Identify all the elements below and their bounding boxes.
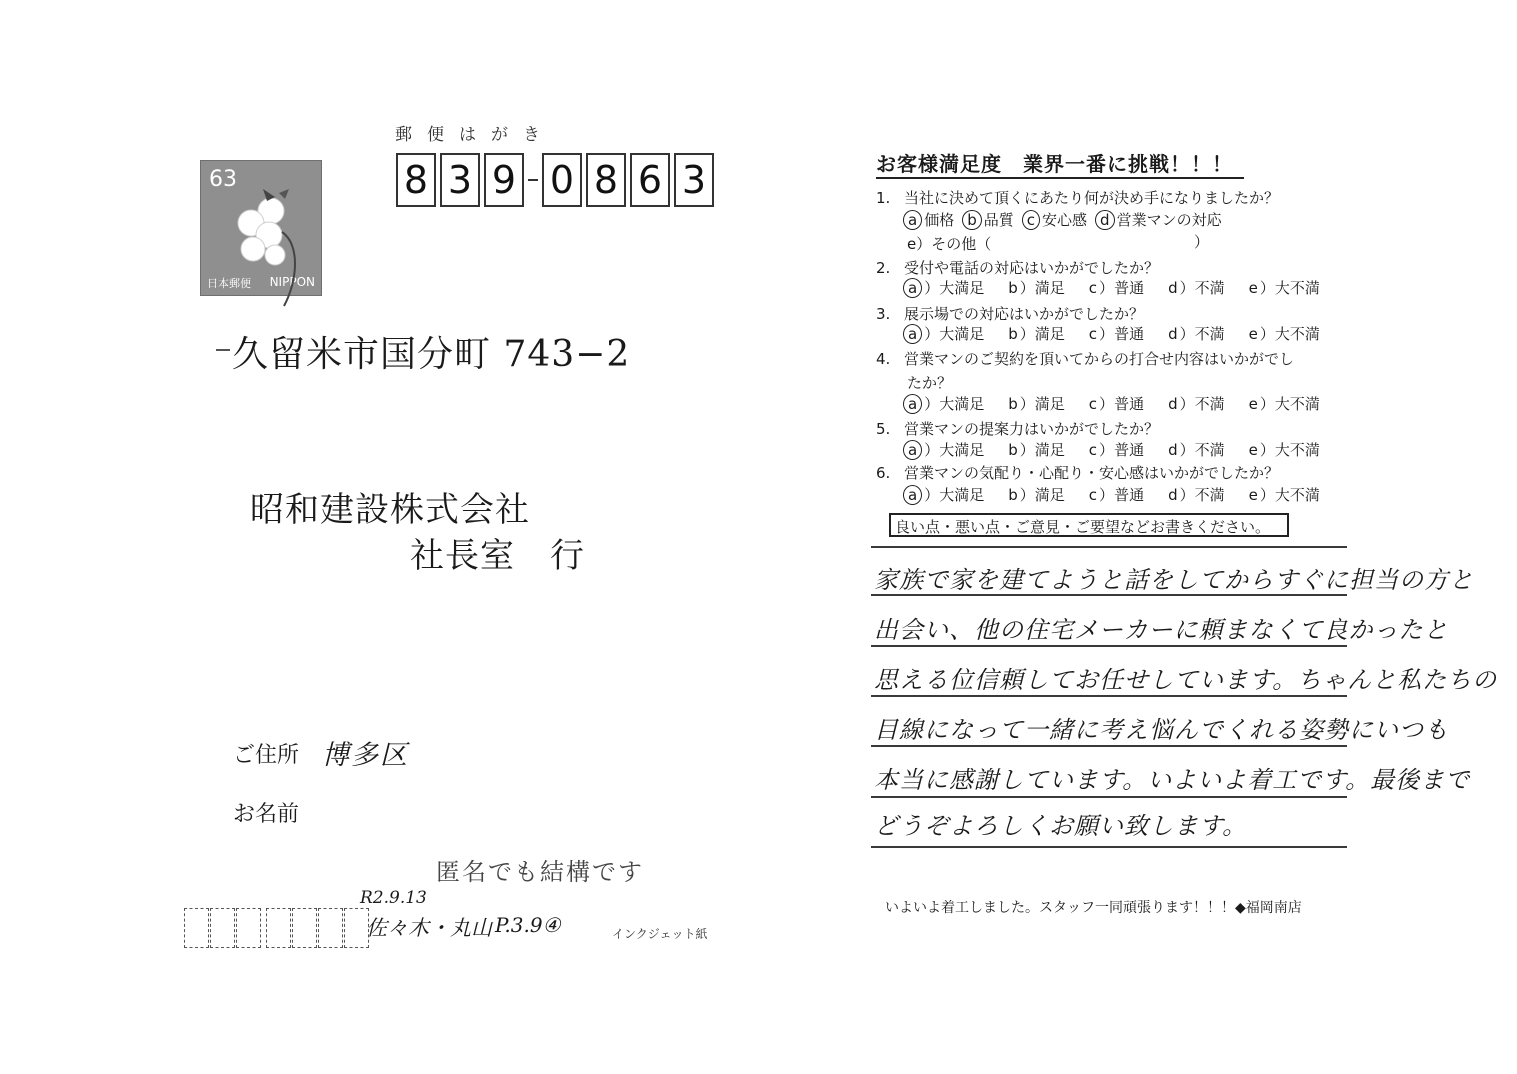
choice-letter: c bbox=[1022, 210, 1040, 230]
rating-paren: ） bbox=[1019, 441, 1035, 459]
question-number: 3. bbox=[876, 305, 891, 323]
rating-paren: ） bbox=[1019, 395, 1035, 413]
q2-rating bbox=[903, 277, 1342, 298]
rating-letter: e bbox=[1248, 279, 1258, 297]
rating-option bbox=[1166, 323, 1225, 344]
zip-digit: 3 bbox=[674, 153, 714, 207]
q3-rating bbox=[903, 323, 1342, 344]
rating-paren: ） bbox=[1259, 325, 1275, 343]
choice-option bbox=[962, 209, 1014, 230]
q4-rating bbox=[903, 393, 1342, 414]
choice-option bbox=[903, 209, 954, 230]
choice-letter: d bbox=[1095, 210, 1115, 230]
rating-label: 普通 bbox=[1114, 279, 1145, 297]
stamp-text: 日本郵便 bbox=[207, 277, 251, 290]
rating-paren: ） bbox=[924, 395, 940, 413]
rating-letter: e bbox=[1248, 441, 1258, 459]
rating-option bbox=[1006, 393, 1065, 414]
zip-code bbox=[396, 153, 718, 207]
rating-option bbox=[1006, 277, 1065, 298]
rating-label: 大満足 bbox=[939, 325, 985, 343]
sender-address-label: ご住所 bbox=[233, 743, 300, 768]
stamp-value: 63 bbox=[209, 167, 237, 192]
rating-label: 大不満 bbox=[1274, 395, 1320, 413]
rating-label: 普通 bbox=[1114, 441, 1145, 459]
rating-letter: b bbox=[1008, 441, 1018, 459]
comment-handwriting: 本当に感謝しています。いよいよ着工です。最後まで bbox=[874, 766, 1471, 794]
rating-paren: ） bbox=[1099, 279, 1115, 297]
question-text: 受付や電話の対応はいかがでしたか？ bbox=[904, 259, 1160, 277]
rating-label: 満足 bbox=[1034, 441, 1065, 459]
rating-paren: ） bbox=[1099, 395, 1115, 413]
ruled-line bbox=[871, 796, 1347, 798]
comment-handwriting: 出会い、他の住宅メーカーに頼まなくて良かったと bbox=[874, 616, 1449, 644]
rating-paren: ） bbox=[1179, 395, 1195, 413]
ruled-line bbox=[871, 695, 1347, 697]
zip-digit: 8 bbox=[396, 153, 436, 207]
rating-letter: c bbox=[1088, 395, 1098, 413]
question-text: 営業マンの提案力はいかがでしたか？ bbox=[904, 420, 1160, 438]
sender-address-handwriting: 博多区 bbox=[322, 740, 409, 771]
rating-paren: ） bbox=[1099, 486, 1115, 504]
rating-letter: a bbox=[903, 278, 922, 298]
rating-option bbox=[1247, 277, 1320, 298]
rating-label: 大不満 bbox=[1274, 486, 1320, 504]
footer-note: いよいよ着工しました。スタッフ一同頑張ります！！！◆福岡南店 bbox=[885, 900, 1302, 916]
rating-label: 不満 bbox=[1194, 395, 1225, 413]
rating-letter: d bbox=[1168, 441, 1178, 459]
q1-choices bbox=[903, 209, 1244, 230]
q1-other-option: e）その他（ bbox=[907, 235, 992, 253]
rating-letter: e bbox=[1248, 325, 1258, 343]
rating-label: 不満 bbox=[1194, 441, 1225, 459]
question-6 bbox=[876, 462, 1279, 483]
question-number: 5. bbox=[876, 420, 891, 438]
rating-paren: ） bbox=[1099, 441, 1115, 459]
question-4-continuation: たか？ bbox=[907, 374, 953, 392]
question-2 bbox=[876, 257, 1159, 278]
rating-letter: d bbox=[1168, 395, 1178, 413]
question-number: 6. bbox=[876, 464, 891, 482]
rating-paren: ） bbox=[1099, 325, 1115, 343]
rating-paren: ） bbox=[1019, 279, 1035, 297]
rating-paren: ） bbox=[1259, 486, 1275, 504]
rating-option bbox=[1087, 439, 1144, 460]
zip-digit: 0 bbox=[542, 153, 582, 207]
rating-paren: ） bbox=[1259, 279, 1275, 297]
ruled-line bbox=[871, 745, 1347, 747]
rating-option bbox=[1166, 484, 1225, 505]
zip-box bbox=[266, 908, 291, 948]
rating-label: 満足 bbox=[1034, 395, 1065, 413]
choice-option bbox=[1022, 209, 1087, 230]
rating-letter: b bbox=[1008, 486, 1018, 504]
rating-paren: ） bbox=[1179, 279, 1195, 297]
rating-label: 大不満 bbox=[1274, 441, 1320, 459]
rating-option bbox=[903, 393, 984, 414]
rating-option bbox=[1087, 393, 1144, 414]
zip-separator bbox=[528, 179, 538, 181]
recipient-department: 社長室 行 bbox=[410, 536, 585, 576]
divider bbox=[216, 349, 230, 351]
rating-letter: b bbox=[1008, 395, 1018, 413]
rating-paren: ） bbox=[1019, 486, 1035, 504]
handwritten-staff: 佐々木・丸山 bbox=[366, 916, 492, 940]
zip-digit: 9 bbox=[484, 153, 524, 207]
rating-option bbox=[903, 323, 984, 344]
rating-label: 満足 bbox=[1034, 486, 1065, 504]
rating-paren: ） bbox=[1259, 395, 1275, 413]
ruled-line bbox=[871, 645, 1347, 647]
rating-label: 不満 bbox=[1194, 486, 1225, 504]
rating-letter: c bbox=[1088, 325, 1098, 343]
zip-digit: 3 bbox=[440, 153, 480, 207]
rating-label: 大満足 bbox=[939, 279, 985, 297]
rating-letter: c bbox=[1088, 441, 1098, 459]
rating-paren: ） bbox=[924, 441, 940, 459]
rating-letter: d bbox=[1168, 279, 1178, 297]
rating-option bbox=[1006, 439, 1065, 460]
rating-letter: a bbox=[903, 485, 922, 505]
ruled-line bbox=[871, 846, 1347, 848]
rating-paren: ） bbox=[1019, 325, 1035, 343]
rating-option bbox=[1006, 484, 1065, 505]
rating-option bbox=[1247, 323, 1320, 344]
rating-letter: c bbox=[1088, 486, 1098, 504]
rating-letter: b bbox=[1008, 325, 1018, 343]
choice-letter: b bbox=[962, 210, 982, 230]
comment-handwriting: どうぞよろしくお願い致します。 bbox=[874, 812, 1248, 840]
rating-option bbox=[1247, 439, 1320, 460]
question-text: 営業マンの気配り・心配り・安心感はいかがでしたか？ bbox=[904, 464, 1280, 482]
rating-paren: ） bbox=[924, 325, 940, 343]
question-number: 1. bbox=[876, 189, 891, 207]
rating-option bbox=[1087, 277, 1144, 298]
question-number: 2. bbox=[876, 259, 891, 277]
choice-letter: a bbox=[903, 210, 922, 230]
zip-box bbox=[318, 908, 343, 948]
sender-zip-boxes bbox=[184, 908, 370, 948]
rating-label: 大不満 bbox=[1274, 279, 1320, 297]
question-text: 営業マンのご契約を頂いてからの打合せ内容はいかがでし bbox=[904, 350, 1295, 368]
rating-option bbox=[903, 439, 984, 460]
rating-letter: a bbox=[903, 440, 922, 460]
rating-label: 満足 bbox=[1034, 325, 1065, 343]
q1-other-close: ） bbox=[1194, 233, 1210, 251]
rating-label: 普通 bbox=[1114, 486, 1145, 504]
rating-option bbox=[1087, 323, 1144, 344]
rating-option bbox=[903, 277, 984, 298]
postmark-icon bbox=[278, 230, 308, 310]
anonymous-note: 匿名でも結構です bbox=[436, 858, 644, 886]
recipient-address: 久留米市国分町 743−2 bbox=[232, 334, 631, 375]
handwritten-date: R2.9.13 bbox=[360, 888, 427, 908]
zip-box bbox=[236, 908, 261, 948]
rating-option bbox=[903, 484, 984, 505]
rating-letter: d bbox=[1168, 325, 1178, 343]
rating-letter: b bbox=[1008, 279, 1018, 297]
rating-label: 満足 bbox=[1034, 279, 1065, 297]
question-text: 展示場での対応はいかがでしたか？ bbox=[904, 305, 1145, 323]
rating-letter: e bbox=[1248, 395, 1258, 413]
rating-paren: ） bbox=[924, 279, 940, 297]
zip-digit: 8 bbox=[586, 153, 626, 207]
recipient-company: 昭和建設株式会社 bbox=[250, 490, 530, 530]
q5-rating bbox=[903, 439, 1342, 460]
rating-option bbox=[1166, 277, 1225, 298]
rating-label: 普通 bbox=[1114, 395, 1145, 413]
rating-label: 普通 bbox=[1114, 325, 1145, 343]
question-1 bbox=[876, 187, 1279, 208]
rating-letter: a bbox=[903, 324, 922, 344]
question-number: 4. bbox=[876, 350, 891, 368]
zip-box bbox=[292, 908, 317, 948]
paper-type: インクジェット紙 bbox=[612, 927, 708, 941]
choice-label: 営業マンの対応 bbox=[1116, 211, 1222, 229]
question-4 bbox=[876, 348, 1294, 369]
comment-prompt: 良い点・悪い点・ご意見・ご要望などお書きください。 bbox=[889, 513, 1289, 537]
rating-label: 大不満 bbox=[1274, 325, 1320, 343]
rating-option bbox=[1087, 484, 1144, 505]
zip-box bbox=[210, 908, 235, 948]
rating-label: 大満足 bbox=[939, 395, 985, 413]
postcard-label: 郵便はがき bbox=[395, 125, 555, 145]
comment-handwriting: 目線になって一緒に考え悩んでくれる姿勢にいつも bbox=[874, 716, 1449, 744]
stamp-text: NIPPON bbox=[269, 275, 315, 289]
comment-handwriting: 思える位信頼してお任せしています。ちゃんと私たちの bbox=[874, 666, 1498, 694]
rating-option bbox=[1247, 393, 1320, 414]
q6-rating bbox=[903, 484, 1342, 505]
rating-paren: ） bbox=[1259, 441, 1275, 459]
zip-digit: 6 bbox=[630, 153, 670, 207]
choice-label: 安心感 bbox=[1042, 211, 1088, 229]
comment-handwriting: 家族で家を建てようと話をしてからすぐに担当の方と bbox=[874, 566, 1474, 594]
rating-letter: a bbox=[903, 394, 922, 414]
question-3 bbox=[876, 303, 1144, 324]
rating-option bbox=[1006, 323, 1065, 344]
question-text: 当社に決めて頂くにあたり何が決め手になりましたか？ bbox=[904, 189, 1280, 207]
rating-paren: ） bbox=[924, 486, 940, 504]
ruled-line bbox=[871, 546, 1347, 548]
rating-letter: d bbox=[1168, 486, 1178, 504]
handwritten-code: P.3.9④ bbox=[495, 913, 561, 937]
rating-letter: c bbox=[1088, 279, 1098, 297]
question-5 bbox=[876, 418, 1159, 439]
rating-letter: e bbox=[1248, 486, 1258, 504]
sender-name-label: お名前 bbox=[233, 802, 300, 827]
rating-paren: ） bbox=[1179, 441, 1195, 459]
rating-label: 大満足 bbox=[939, 486, 985, 504]
survey-title: お客様満足度 業界一番に挑戦！！！ bbox=[876, 148, 1244, 179]
choice-label: 価格 bbox=[924, 211, 955, 229]
rating-option bbox=[1166, 393, 1225, 414]
choice-option bbox=[1095, 209, 1222, 230]
rating-label: 大満足 bbox=[939, 441, 985, 459]
rating-label: 不満 bbox=[1194, 279, 1225, 297]
rating-option bbox=[1166, 439, 1225, 460]
zip-box bbox=[184, 908, 209, 948]
choice-label: 品質 bbox=[983, 211, 1014, 229]
rating-label: 不満 bbox=[1194, 325, 1225, 343]
rating-paren: ） bbox=[1179, 325, 1195, 343]
rating-option bbox=[1247, 484, 1320, 505]
rating-paren: ） bbox=[1179, 486, 1195, 504]
